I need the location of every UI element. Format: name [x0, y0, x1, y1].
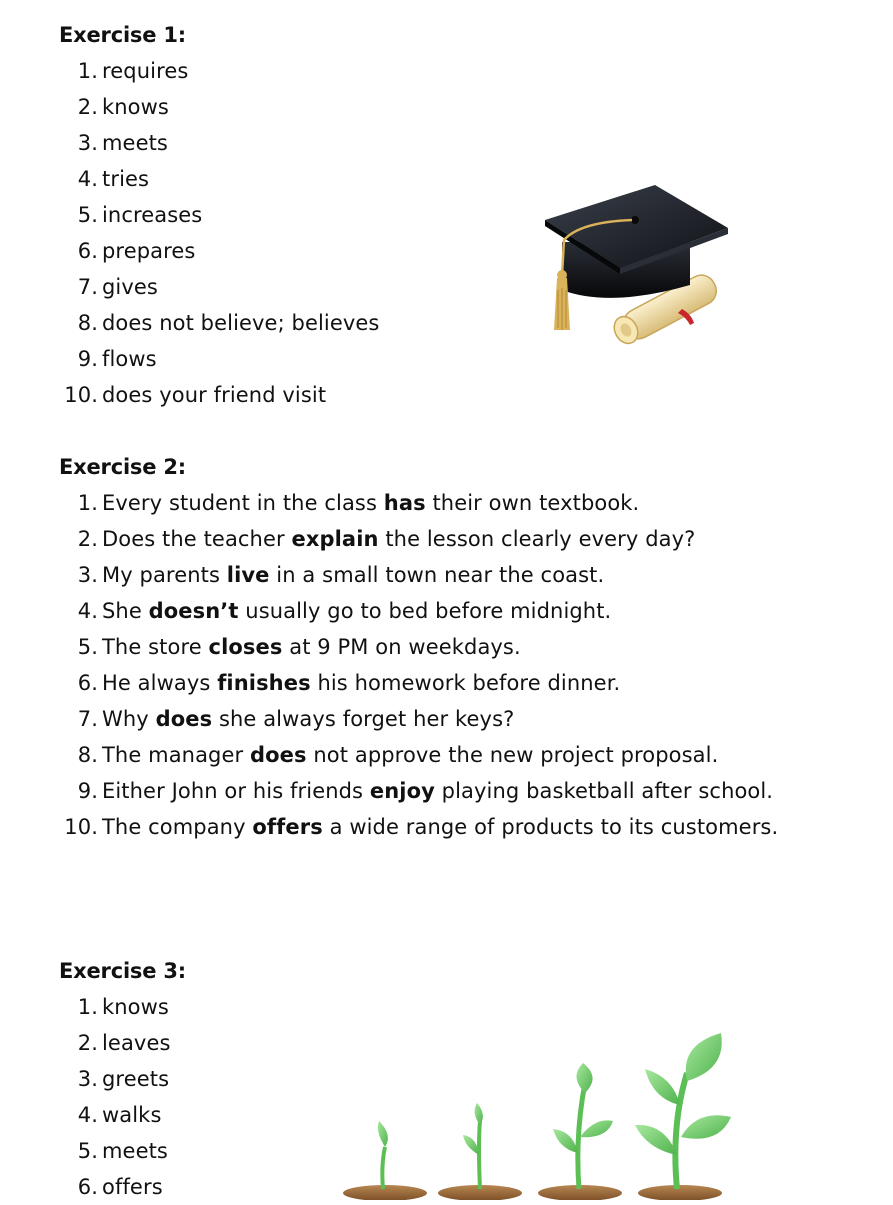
list-item: [0, 89, 834, 125]
item-number: 10.: [64, 815, 98, 839]
sentence-part: in a small town near the coast.: [269, 563, 605, 587]
sentence-part: their own textbook.: [425, 491, 640, 515]
answer-verb: closes: [208, 635, 283, 659]
sentence-part: The company: [102, 815, 253, 839]
list-item: [0, 989, 834, 1025]
item-number: 2.: [77, 95, 98, 119]
list-item: [0, 377, 834, 413]
item-text: does not believe; believes: [102, 311, 380, 335]
sentence-part: The store: [102, 635, 209, 659]
item-number: 5.: [77, 635, 98, 659]
item-number: 8.: [77, 743, 98, 767]
item-text: knows: [102, 95, 169, 119]
item-number: 3.: [77, 1067, 98, 1091]
item-number: 3.: [77, 563, 98, 587]
item-text: [102, 773, 834, 809]
list-item: [0, 701, 834, 737]
sentence-part: The manager: [102, 743, 250, 767]
list-item: [0, 809, 834, 845]
sentence-part: a wide range of products to its customers.: [322, 815, 779, 839]
item-text: [102, 485, 834, 521]
list-item: [0, 665, 834, 701]
item-number: 7.: [77, 275, 98, 299]
item-text: [102, 665, 834, 701]
item-text: greets: [102, 1067, 170, 1091]
item-number: 4.: [77, 167, 98, 191]
item-text: [102, 701, 834, 737]
list-item: [0, 737, 834, 773]
item-text: gives: [102, 275, 158, 299]
exercise-2-list: [0, 485, 834, 845]
item-text: increases: [102, 203, 203, 227]
item-number: 7.: [77, 707, 98, 731]
answer-verb: finishes: [217, 671, 311, 695]
item-number: 3.: [77, 131, 98, 155]
answer-verb: does: [155, 707, 213, 731]
answer-verb: does: [250, 743, 307, 767]
item-number: 1.: [77, 995, 98, 1019]
item-text: offers: [102, 1175, 163, 1199]
item-text: does your friend visit: [102, 383, 327, 407]
item-text: flows: [102, 347, 157, 371]
sentence-part: usually go to bed before midnight.: [238, 599, 612, 623]
item-text: meets: [102, 131, 168, 155]
item-number: 10.: [64, 383, 98, 407]
item-number: 8.: [77, 311, 98, 335]
answer-verb: doesn’t: [148, 599, 239, 623]
item-number: 2.: [77, 1031, 98, 1055]
item-text: [102, 593, 834, 629]
list-item: [0, 53, 834, 89]
list-item: [0, 485, 834, 521]
sentence-part: his homework before dinner.: [310, 671, 621, 695]
item-text: [102, 557, 834, 593]
answer-verb: has: [383, 491, 426, 515]
item-text: [102, 737, 834, 773]
growing-plants-icon: [335, 1025, 745, 1200]
item-number: 6.: [77, 239, 98, 263]
soil-mound-4: [638, 1185, 722, 1200]
sentence-part: Does the teacher: [102, 527, 292, 551]
sentence-part: not approve the new project proposal.: [306, 743, 719, 767]
list-item: [0, 521, 834, 557]
list-item: [0, 629, 834, 665]
item-number: 1.: [77, 491, 98, 515]
item-number: 5.: [77, 1139, 98, 1163]
item-text: meets: [102, 1139, 168, 1163]
item-number: 4.: [77, 599, 98, 623]
sentence-part: Every student in the class: [102, 491, 384, 515]
sprout-1-icon: [378, 1121, 388, 1189]
item-number: 2.: [77, 527, 98, 551]
answer-verb: offers: [252, 815, 323, 839]
item-number: 6.: [77, 671, 98, 695]
sprout-4-icon: [635, 1033, 731, 1189]
item-number: 9.: [77, 779, 98, 803]
item-text: tries: [102, 167, 150, 191]
item-text: leaves: [102, 1031, 171, 1055]
exercise-2-heading: Exercise 2:: [59, 455, 186, 479]
item-number: 1.: [77, 59, 98, 83]
item-text: [102, 809, 834, 845]
item-text: requires: [102, 59, 189, 83]
list-item: [0, 125, 834, 161]
answer-verb: live: [226, 563, 270, 587]
sentence-part: My parents: [102, 563, 227, 587]
item-number: 6.: [77, 1175, 98, 1199]
sentence-part: playing basketball after school.: [434, 779, 774, 803]
item-text: [102, 629, 834, 665]
sentence-part: He always: [102, 671, 218, 695]
answer-verb: explain: [291, 527, 379, 551]
item-text: prepares: [102, 239, 196, 263]
sentence-part: Why: [102, 707, 156, 731]
soil-mound-1: [343, 1185, 427, 1200]
sprout-2-icon: [463, 1103, 483, 1189]
list-item: [0, 557, 834, 593]
item-text: knows: [102, 995, 169, 1019]
item-number: 9.: [77, 347, 98, 371]
graduation-cap-icon: [540, 180, 740, 355]
item-number: 5.: [77, 203, 98, 227]
sentence-part: Either John or his friends: [102, 779, 370, 803]
sentence-part: she always forget her keys?: [212, 707, 515, 731]
sprout-3-icon: [553, 1063, 613, 1189]
sentence-part: at 9 PM on weekdays.: [282, 635, 521, 659]
exercise-3-heading: Exercise 3:: [59, 959, 186, 983]
list-item: [0, 593, 834, 629]
item-text: walks: [102, 1103, 162, 1127]
sentence-part: She: [102, 599, 149, 623]
list-item: [0, 773, 834, 809]
sentence-part: the lesson clearly every day?: [378, 527, 696, 551]
exercise-1-heading: Exercise 1:: [59, 23, 186, 47]
item-number: 4.: [77, 1103, 98, 1127]
item-text: [102, 521, 834, 557]
answer-verb: enjoy: [369, 779, 435, 803]
